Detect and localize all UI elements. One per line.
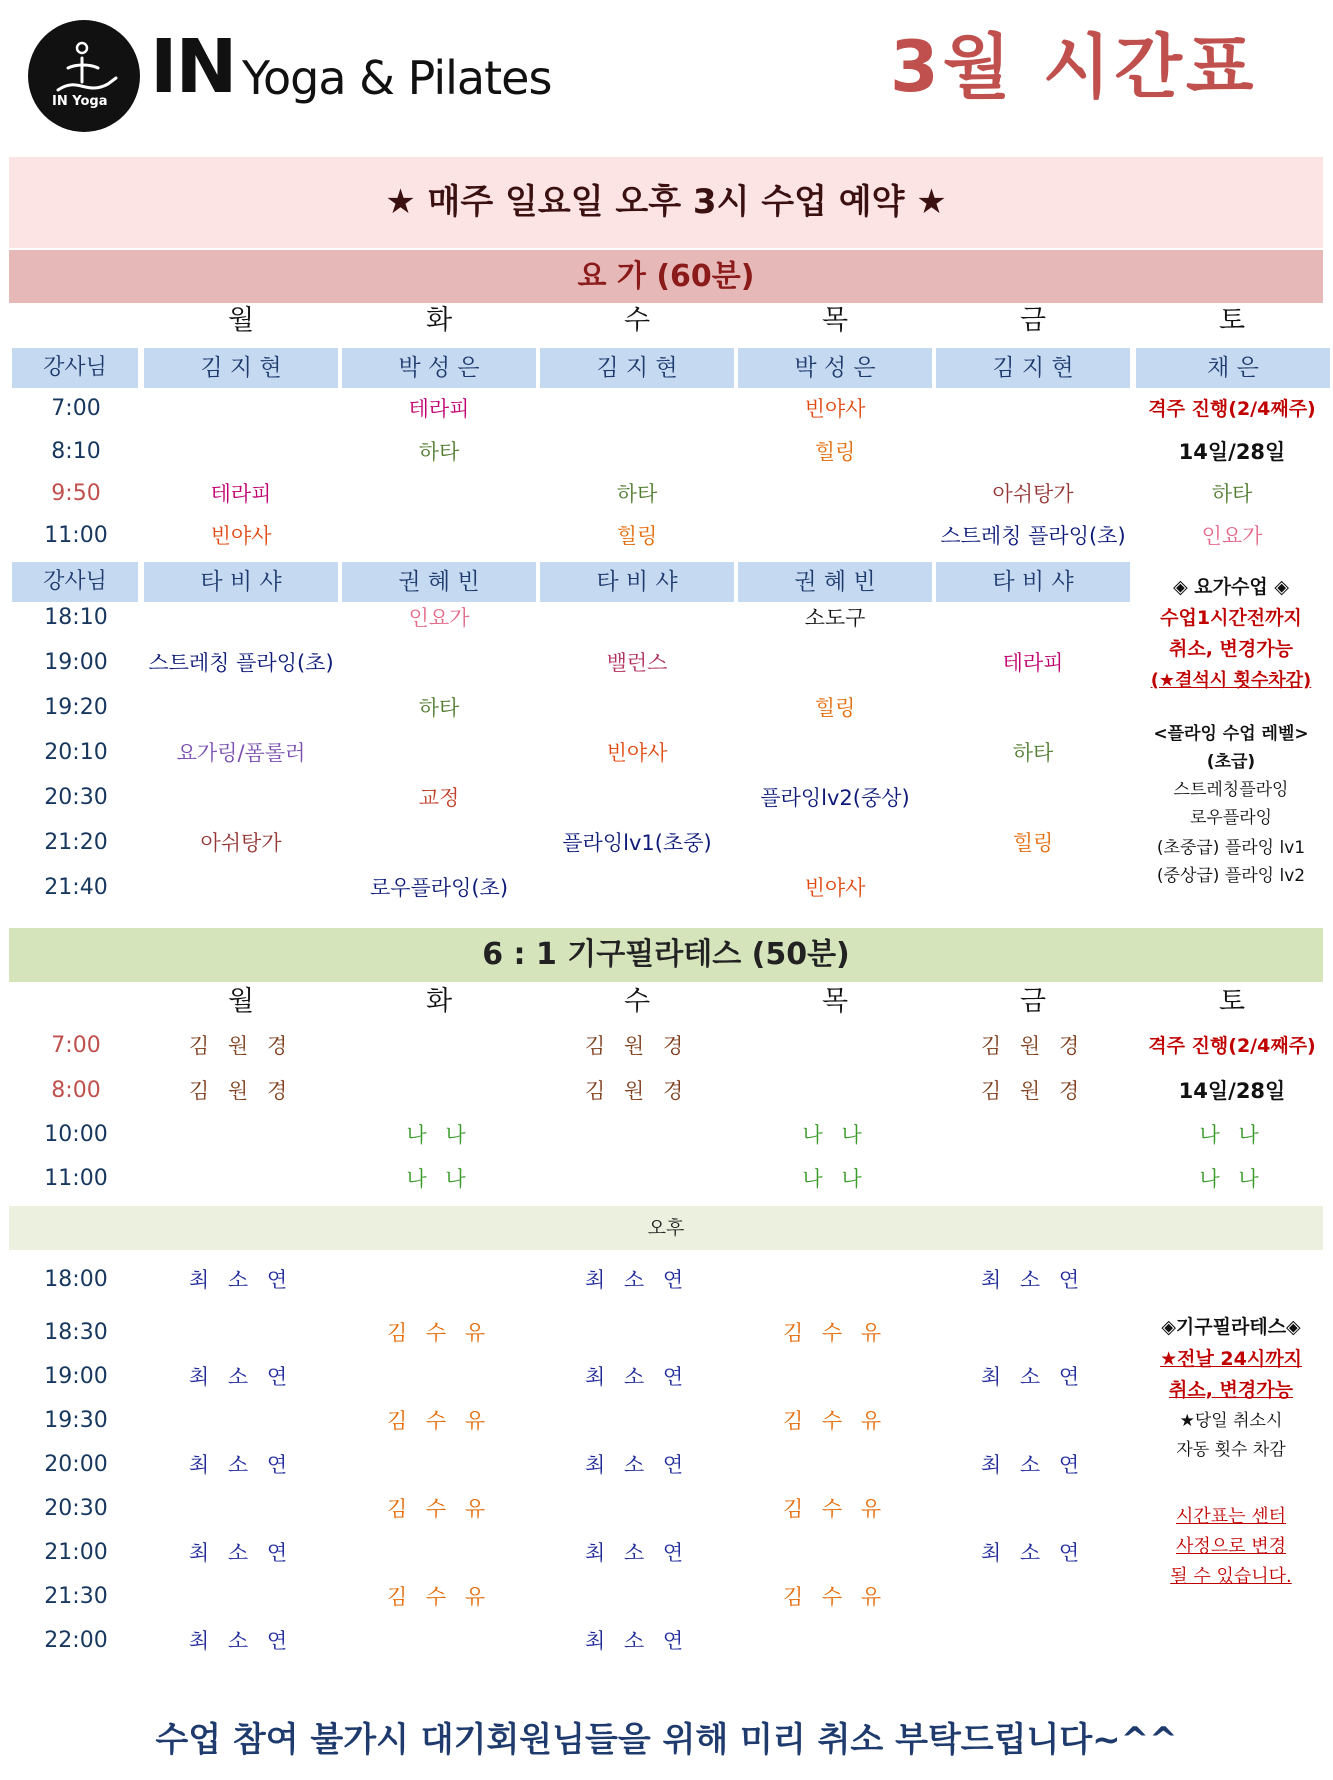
instructor-cell: 최 소 연 xyxy=(188,1541,294,1565)
instructor-cell: 최 소 연 xyxy=(584,1268,690,1292)
time-label: 20:10 xyxy=(44,740,108,765)
saturday-cell: 하타 xyxy=(1211,482,1253,506)
class-cell: 로우플라잉(초) xyxy=(369,876,509,900)
instructor-cell: 김 수 유 xyxy=(386,1497,492,1521)
class-cell: 힐링 xyxy=(1012,831,1054,855)
time-label: 8:10 xyxy=(51,439,101,464)
class-cell: 인요가 xyxy=(408,606,470,630)
flying-level-mid: (초중급) 플라잉 lv1 xyxy=(1156,838,1306,858)
class-cell: 빈야사 xyxy=(804,397,866,421)
instructor-cell: 김 원 경 xyxy=(188,1034,294,1058)
instructor-name: 김 지 현 xyxy=(144,348,338,388)
class-cell: 교정 xyxy=(418,786,460,810)
instructor-cell: 최 소 연 xyxy=(584,1629,690,1653)
class-cell: 빈야사 xyxy=(210,524,272,548)
class-cell: 힐링 xyxy=(616,524,658,548)
time-label: 21:00 xyxy=(44,1540,108,1565)
pilates-sameday-rule-2: 자동 횟수 차감 xyxy=(1176,1440,1286,1460)
saturday-cell: 나 나 xyxy=(1199,1123,1265,1147)
time-label: 8:00 xyxy=(51,1078,101,1103)
time-label: 19:30 xyxy=(44,1408,108,1433)
time-label: 11:00 xyxy=(44,523,108,548)
class-cell: 소도구 xyxy=(804,606,866,630)
logo-caption: IN Yoga xyxy=(52,94,108,109)
class-cell: 빈야사 xyxy=(606,741,668,765)
instructor-cell: 최 소 연 xyxy=(188,1453,294,1477)
instructor-cell: 최 소 연 xyxy=(188,1629,294,1653)
yoga-day-header: 월 xyxy=(227,305,255,336)
instructor-name: 권 혜 빈 xyxy=(342,562,536,602)
flying-level-beginner-1: 스트레칭플라잉 xyxy=(1173,780,1289,800)
time-label: 18:10 xyxy=(44,605,108,630)
class-cell: 요가링/폼롤러 xyxy=(176,741,306,765)
time-label: 22:00 xyxy=(44,1628,108,1653)
class-cell: 스트레칭 플라잉(초) xyxy=(940,524,1126,548)
class-cell: 아쉬탕가 xyxy=(200,831,282,855)
time-label: 20:30 xyxy=(44,1496,108,1521)
schedule-change-note-2: 사정으로 변경 xyxy=(1175,1536,1287,1557)
instructor-label: 강사님 xyxy=(12,348,138,388)
class-cell: 하타 xyxy=(418,696,460,720)
time-label: 19:00 xyxy=(44,1364,108,1389)
instructor-cell: 김 수 유 xyxy=(386,1585,492,1609)
time-label: 20:00 xyxy=(44,1452,108,1477)
instructor-cell: 최 소 연 xyxy=(980,1541,1086,1565)
pilates-cancel-rule-1: ★전날 24시까지 xyxy=(1160,1348,1302,1370)
yoga-cancel-rule-3: (★결석시 횟수차감) xyxy=(1150,670,1312,691)
afternoon-divider: 오후 xyxy=(9,1206,1323,1250)
yoga-cancel-rule-2: 취소, 변경가능 xyxy=(1169,638,1293,660)
schedule-change-note-3: 될 수 있습니다. xyxy=(1170,1566,1292,1587)
instructor-cell: 최 소 연 xyxy=(188,1365,294,1389)
class-cell: 테라피 xyxy=(210,482,272,506)
pilates-cancel-rule-2: 취소, 변경가능 xyxy=(1169,1379,1293,1401)
time-label: 21:20 xyxy=(44,830,108,855)
instructor-cell: 김 수 유 xyxy=(782,1321,888,1345)
instructor-cell: 김 수 유 xyxy=(782,1585,888,1609)
pilates-day-header: 토 xyxy=(1218,986,1246,1017)
instructor-cell: 최 소 연 xyxy=(980,1365,1086,1389)
brand-in: IN xyxy=(150,24,236,110)
instructor-name: 권 혜 빈 xyxy=(738,562,932,602)
class-cell: 플라잉lv1(초중) xyxy=(562,831,712,855)
pilates-sameday-rule-1: ★당일 취소시 xyxy=(1179,1411,1283,1431)
time-label: 18:00 xyxy=(44,1267,108,1292)
time-label: 9:50 xyxy=(51,481,101,506)
yoga-notes-title: ◈ 요가수업 ◈ xyxy=(1173,576,1289,598)
pilates-notes-title: ◈기구필라테스◈ xyxy=(1161,1316,1301,1338)
class-cell: 하타 xyxy=(1012,741,1054,765)
class-cell: 플라잉lv2(중상) xyxy=(760,786,910,810)
time-label: 20:30 xyxy=(44,785,108,810)
saturday-cell: 격주 진행(2/4째주) xyxy=(1148,398,1316,420)
time-label: 7:00 xyxy=(51,1033,101,1058)
pilates-day-header: 월 xyxy=(227,986,255,1017)
yoga-cancel-rule-1: 수업1시간전까지 xyxy=(1160,607,1302,629)
flying-level-title: <플라잉 수업 레벨> xyxy=(1153,724,1309,744)
instructor-cell: 나 나 xyxy=(802,1167,868,1191)
instructor-cell: 최 소 연 xyxy=(584,1541,690,1565)
pilates-day-header: 수 xyxy=(623,986,651,1017)
yoga-day-header: 화 xyxy=(425,305,453,336)
saturday-cell: 나 나 xyxy=(1199,1167,1265,1191)
class-cell: 하타 xyxy=(616,482,658,506)
instructor-name: 박 성 은 xyxy=(738,348,932,388)
class-cell: 하타 xyxy=(418,440,460,464)
instructor-cell: 나 나 xyxy=(802,1123,868,1147)
yoga-day-header: 목 xyxy=(821,305,849,336)
saturday-cell: 14일/28일 xyxy=(1178,1079,1286,1103)
sunday-reservation-banner: ★ 매주 일요일 오후 3시 수업 예약 ★ xyxy=(9,157,1323,248)
flying-level-high: (중상급) 플라잉 lv2 xyxy=(1156,866,1306,886)
yoga-day-header: 토 xyxy=(1218,305,1246,336)
class-cell: 힐링 xyxy=(814,696,856,720)
flying-level-beginner: (초급) xyxy=(1206,752,1256,772)
instructor-cell: 김 원 경 xyxy=(584,1079,690,1103)
class-cell: 밸런스 xyxy=(606,651,668,675)
instructor-label: 강사님 xyxy=(12,562,138,602)
instructor-name: 박 성 은 xyxy=(342,348,536,388)
brand-name: Yoga & Pilates xyxy=(242,51,552,105)
instructor-name: 김 지 현 xyxy=(936,348,1130,388)
instructor-name: 타 비 샤 xyxy=(936,562,1130,602)
yoga-day-header: 수 xyxy=(623,305,651,336)
class-cell: 스트레칭 플라잉(초) xyxy=(148,651,334,675)
flying-level-beginner-2: 로우플라잉 xyxy=(1189,808,1273,828)
instructor-cell: 최 소 연 xyxy=(188,1268,294,1292)
instructor-cell: 최 소 연 xyxy=(980,1453,1086,1477)
time-label: 21:40 xyxy=(44,875,108,900)
page-title: 3월 시간표 xyxy=(890,26,1258,108)
instructor-cell: 김 원 경 xyxy=(584,1034,690,1058)
instructor-cell: 나 나 xyxy=(406,1123,472,1147)
time-label: 18:30 xyxy=(44,1320,108,1345)
time-label: 11:00 xyxy=(44,1166,108,1191)
instructor-cell: 최 소 연 xyxy=(584,1365,690,1389)
logo-mark xyxy=(28,20,140,132)
saturday-cell: 14일/28일 xyxy=(1178,440,1286,464)
instructor-cell: 김 수 유 xyxy=(782,1497,888,1521)
pilates-day-header: 목 xyxy=(821,986,849,1017)
yoga-day-header: 금 xyxy=(1019,305,1047,336)
instructor-cell: 김 수 유 xyxy=(386,1321,492,1345)
time-label: 7:00 xyxy=(51,396,101,421)
class-cell: 테라피 xyxy=(1002,651,1064,675)
yoga-figure-icon xyxy=(28,20,140,132)
class-cell: 힐링 xyxy=(814,440,856,464)
class-cell: 아쉬탕가 xyxy=(992,482,1074,506)
instructor-cell: 김 수 유 xyxy=(386,1409,492,1433)
instructor-cell: 김 원 경 xyxy=(980,1079,1086,1103)
time-label: 21:30 xyxy=(44,1584,108,1609)
instructor-cell: 나 나 xyxy=(406,1167,472,1191)
pilates-day-header: 금 xyxy=(1019,986,1047,1017)
pilates-day-header: 화 xyxy=(425,986,453,1017)
footer-message: 수업 참여 불가시 대기회원님들을 위해 미리 취소 부탁드립니다~^^ xyxy=(155,1720,1178,1760)
class-cell: 테라피 xyxy=(408,397,470,421)
saturday-cell: 인요가 xyxy=(1201,524,1263,548)
instructor-cell: 김 수 유 xyxy=(782,1409,888,1433)
time-label: 19:20 xyxy=(44,695,108,720)
instructor-name: 김 지 현 xyxy=(540,348,734,388)
instructor-cell: 김 원 경 xyxy=(980,1034,1086,1058)
schedule-change-note-1: 시간표는 센터 xyxy=(1175,1506,1287,1527)
instructor-cell: 최 소 연 xyxy=(584,1453,690,1477)
instructor-cell: 김 원 경 xyxy=(188,1079,294,1103)
class-cell: 빈야사 xyxy=(804,876,866,900)
instructor-name: 타 비 샤 xyxy=(144,562,338,602)
saturday-cell: 격주 진행(2/4째주) xyxy=(1148,1035,1316,1057)
pilates-section-title: 6 : 1 기구필라테스 (50분) xyxy=(9,928,1323,982)
instructor-cell: 최 소 연 xyxy=(980,1268,1086,1292)
yoga-section-title: 요 가 (60분) xyxy=(9,250,1323,303)
time-label: 19:00 xyxy=(44,650,108,675)
instructor-name: 타 비 샤 xyxy=(540,562,734,602)
instructor-name: 채 은 xyxy=(1136,348,1330,388)
time-label: 10:00 xyxy=(44,1122,108,1147)
